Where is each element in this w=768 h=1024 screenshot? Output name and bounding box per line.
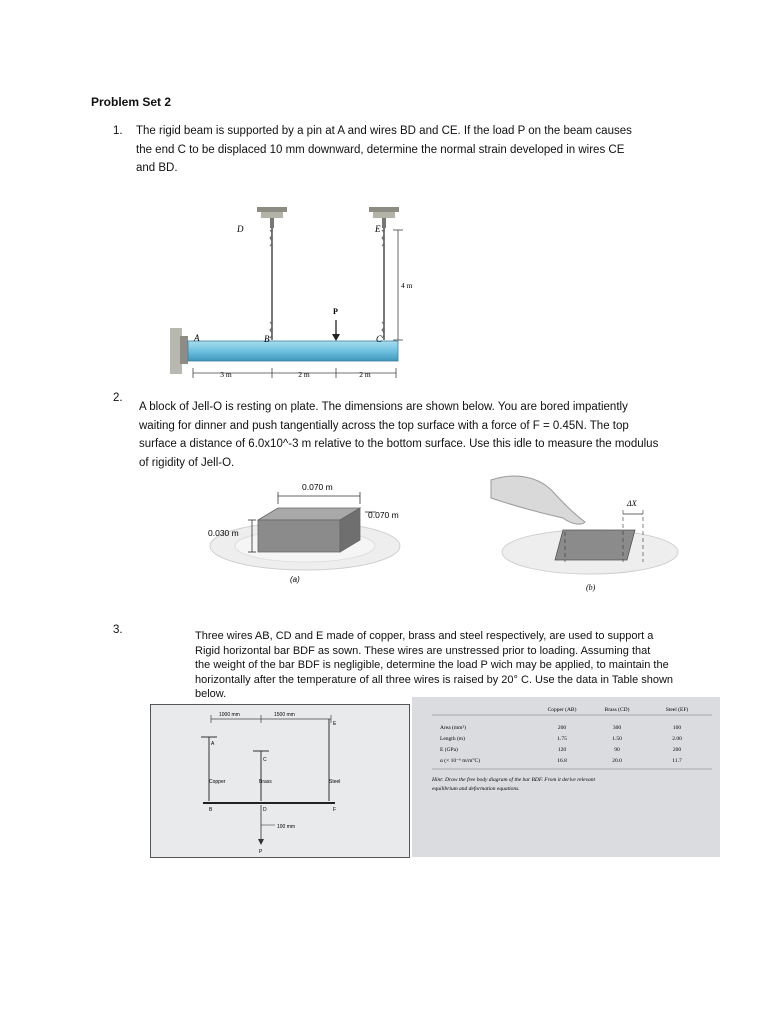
pushing-hand <box>491 476 585 524</box>
problem-3-line: below. <box>195 688 227 701</box>
sketch-label-f: F <box>333 807 337 813</box>
table-cell: 2.00 <box>672 736 682 742</box>
problem-1-line: the end C to be displaced 10 mm downward, determine the normal strain developed in wires CE <box>136 143 625 156</box>
table-header: Steel (EF) <box>665 707 689 713</box>
table-cell: 1.50 <box>612 736 622 742</box>
problem-3-text <box>195 629 673 702</box>
table-hint: equilibrium and deformation equations. <box>432 786 520 792</box>
table-header: Copper (AB) <box>547 707 577 713</box>
dim-2m: 2 m <box>359 370 371 379</box>
problem-3-line: the weight of the bar BDF is negligible, determine the load P wich may be applied, to maintain the <box>195 659 669 672</box>
label-e: E <box>375 224 381 234</box>
label-p: P <box>333 307 338 316</box>
table-cell: 90 <box>614 747 620 753</box>
ceiling-support-d <box>257 207 287 228</box>
dim-3m: 3 m <box>220 370 232 379</box>
problem-3-line: Three wires AB, CD and E made of copper, brass and steel respectively, are used to support a <box>195 630 654 642</box>
table-cell: 1.75 <box>557 736 567 742</box>
problem-2-line: waiting for dinner and push tangentially across the top surface with a force of F = 0.45N. The top <box>139 419 629 432</box>
dim-top: 0.070 m <box>302 482 333 492</box>
label-d: D <box>237 224 244 234</box>
ceiling-support-e <box>369 207 399 228</box>
label-a: A <box>194 333 200 343</box>
table-cell: α (× 10⁻⁶ m/m°C) <box>440 758 481 764</box>
dim-4m: 4 m <box>401 281 413 290</box>
caption-b: (b) <box>586 583 596 592</box>
jello-block-figure-a <box>200 474 430 592</box>
table-cell: Area (mm²) <box>440 725 466 731</box>
problem-2-number: 2. <box>113 392 123 404</box>
table-cell: E (GPa) <box>440 747 458 753</box>
table-cell: 20.0 <box>612 758 622 764</box>
sketch-label-b: B <box>209 807 213 813</box>
dim-2m: 2 m <box>298 370 310 379</box>
table-cell: 11.7 <box>672 758 682 764</box>
sketch-label-steel: Steel <box>329 779 341 785</box>
sketch-dim-1500: 1500 mm <box>274 712 295 718</box>
beam <box>188 341 398 361</box>
sketch-dim-100: 100 mm <box>277 824 296 830</box>
sketch-label-a: A <box>211 741 215 747</box>
dim-side: 0.070 m <box>368 510 399 520</box>
problem-2-line: of rigidity of Jell-O. <box>139 456 235 469</box>
sketch-label-c: C <box>263 757 267 763</box>
table-cell: 200 <box>672 747 682 753</box>
problem-1-line: and BD. <box>136 162 178 174</box>
table-cell: 300 <box>612 725 622 731</box>
table-cell: 200 <box>557 725 567 731</box>
problem-1-text <box>136 122 632 178</box>
table-hint: Hint: Draw the free body diagram of the bar BDF. From it derive relevant <box>432 777 596 783</box>
problem-2-line: A block of Jell-O is resting on plate. The dimensions are shown below. You are bored impatiently <box>139 401 628 413</box>
table-cell: 100 <box>672 725 682 731</box>
table-header: Brass (CD) <box>604 707 630 713</box>
wire-sketch-photo <box>150 704 410 858</box>
material-table-photo <box>412 697 720 857</box>
problem-1-number: 1. <box>113 125 123 137</box>
dim-height: 0.030 m <box>208 528 239 538</box>
label-b: B <box>264 334 270 344</box>
problem-2-text <box>139 398 658 472</box>
table-cell: 120 <box>557 747 567 753</box>
sketch-label-brass: Brass <box>259 779 272 785</box>
sketch-dim-1000: 1000 mm <box>219 712 240 718</box>
problem-3-line: Rigid horizontal bar BDF as sown. These wires are unstressed prior to loading. Assuming that <box>195 644 651 657</box>
problem-3-number: 3. <box>113 624 123 636</box>
sketch-label-copper: Copper <box>209 779 226 785</box>
sketch-label-p: P <box>259 849 263 855</box>
delta-x-label: ΔX <box>627 499 637 508</box>
problem-3-line: horizontally after the temperature of all three wires is raised by 20° C. Use the data in Table shown <box>195 673 674 686</box>
table-cell: 16.8 <box>557 758 567 764</box>
rigid-beam-figure <box>160 200 420 390</box>
problem-2-line: surface a distance of 6.0x10^-3 m relative to the bottom surface. Use this idle to measure the modulus <box>139 438 659 450</box>
sketch-label-d: D <box>263 807 267 813</box>
page-title: Problem Set 2 <box>91 95 172 109</box>
table-cell: Length (m) <box>440 736 465 742</box>
problem-1-line: The rigid beam is supported by a pin at A and wires BD and CE. If the load P on the beam causes <box>136 125 632 137</box>
sketch-label-e: E <box>333 721 337 727</box>
label-c: C <box>376 334 383 344</box>
caption-a: (a) <box>290 575 300 584</box>
jello-block-figure-b <box>485 466 685 594</box>
